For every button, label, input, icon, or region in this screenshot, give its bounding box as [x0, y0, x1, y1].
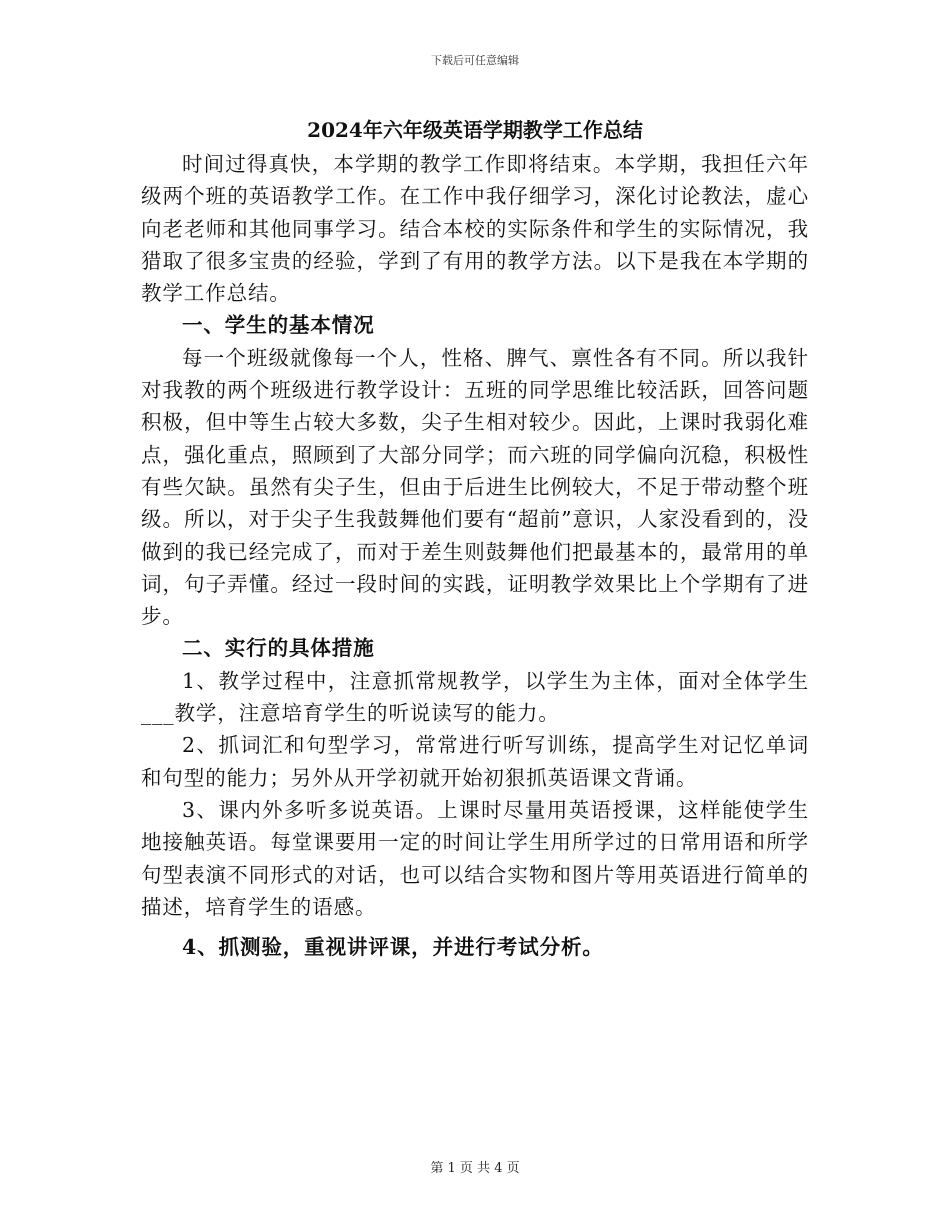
measure-item-1: 1、教学过程中，注意抓常规教学，以学生为主体，面对全体学生___教学，注意培育学生的听说读写的能力。 — [141, 668, 809, 726]
document-title: 2024年六年级英语学期教学工作总结 — [307, 118, 643, 142]
document-body — [141, 148, 809, 963]
section-heading-1: 一、学生的基本情况 — [182, 313, 375, 338]
measure-item-2: 2、抓词汇和句型学习，常常进行听写训练，提高学生对记忆单词和句型的能力；另外从开学初就开始初狠抓英语课文背诵。 — [141, 733, 809, 790]
section-heading-2: 二、实行的具体措施 — [182, 636, 375, 661]
measure-item-3: 3、课内外多听多说英语。上课时尽量用英语授课，这样能使学生地接触英语。每堂课要用一定的时间让学生用所学过的日常用语和所学句型表演不同形式的对话，也可以结合实物和图片等用英语进行简单的描述，培育学生的语感。 — [141, 797, 809, 919]
section-1-paragraph: 每一个班级就像每一个人，性格、脾气、禀性各有不同。所以我针对我教的两个班级进行教学设计：五班的同学思维比较活跃，回答问题积极，但中等生占较大多数，尖子生相对较少。因此，上课时我弱化难点，强化重点，照顾到了大部分同学；而六班的同学偏向沉稳，积极性有些欠缺。虽然有尖子生，但由于后进生比例较大，不足于带动整个班级。所以，对于尖子生我鼓舞他们要有“超前”意识，人家没看到的，没做到的我已经完成了，而对于差生则鼓舞他们把最基本的，最常用的单词，句子弄懂。经过一段时间的实践，证明教学效果比上个学期有了进步。 — [141, 345, 809, 629]
page-number-footer: 第 1 页 共 4 页 — [430, 1161, 520, 1176]
intro-paragraph: 时间过得真快，本学期的教学工作即将结束。本学期，我担任六年级两个班的英语教学工作。在工作中我仔细学习，深化讨论教法，虚心向老老师和其他同事学习。结合本校的实际条件和学生的实际情况，我猎取了很多宝贵的经验，学到了有用的教学方法。以下是我在本学期的教学工作总结。 — [141, 152, 809, 306]
measure-item-4: 4、抓测验，重视讲评课，并进行考试分析。 — [182, 935, 604, 960]
header-note: 下载后可任意编辑 — [431, 54, 519, 67]
